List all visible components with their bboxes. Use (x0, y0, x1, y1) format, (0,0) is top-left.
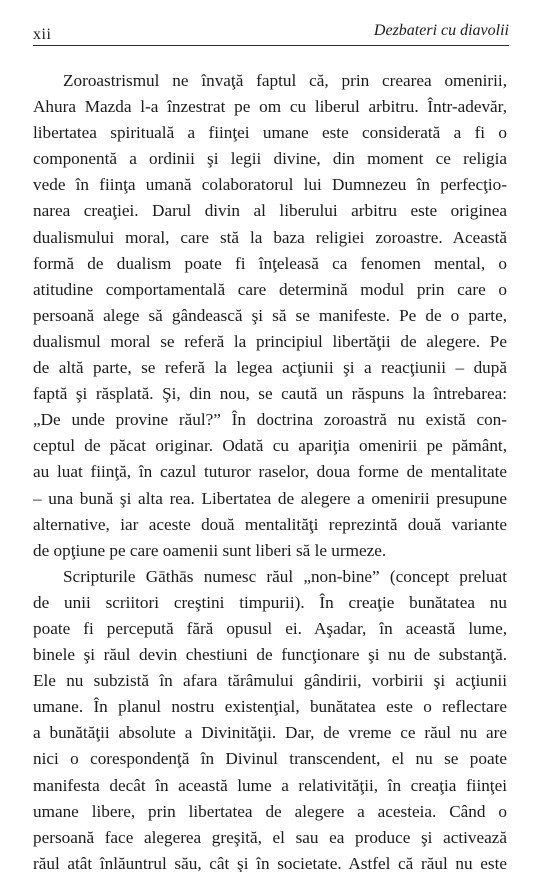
text-line: libertatea spirituală a fiinţei umane este considerată a fi o (33, 123, 507, 143)
page-header (33, 20, 509, 42)
text-line: „De unde provine răul?” În doctrina zoroastră nu există con- (33, 410, 507, 430)
text-line: narea creaţiei. Darul divin al liberului arbitru este originea (33, 201, 507, 221)
text-line: umane. În planul nostru existenţial, bunătatea este o reflectare (33, 697, 507, 717)
text-line: ceptul de păcat originar. Odată cu apariţia omenirii pe pământ, (33, 436, 507, 456)
text-line: faptă şi răsplată. Şi, din nou, se caută un răspuns la întrebarea: (33, 384, 507, 404)
header-rule (33, 45, 509, 46)
text-line: persoană alege să gândească şi să se manifeste. Pe de o parte, (33, 305, 507, 325)
text-line: vede în fiinţa umană colaboratorul lui Dumnezeu în perfecţio- (33, 175, 507, 195)
paragraph (33, 68, 507, 564)
text-line: Ele nu subzistă în afara tărâmului gândirii, vorbirii şi acţiunii (33, 671, 507, 691)
body-text (33, 68, 507, 872)
text-line: Ahura Mazda l-a înzestrat pe om cu liberul arbitru. Într-adevăr, (33, 97, 507, 117)
text-line: Zoroastrismul ne învaţă faptul că, prin crearea omenirii, (63, 71, 507, 90)
text-line: răul atât înlăuntrul său, cât şi în societate. Astfel că răul nu este (33, 853, 507, 872)
paragraph (33, 564, 507, 872)
text-line: persoană face alegerea greşită, el sau ea produce şi activează (33, 827, 507, 847)
text-line: binele şi răul devin chestiuni de funcţionare şi nu de substanţă. (33, 645, 507, 665)
text-line: a bunătăţii absolute a Divinităţii. Dar, de vreme ce răul nu are (33, 723, 507, 743)
text-line: au luat fiinţă, în cazul tuturor raselor, doua forme de mentalitate (33, 462, 507, 482)
text-line: dualismul moral se referă la principiul libertăţii de alegere. Pe (33, 331, 507, 351)
text-line: formă de dualism poate fi înţeleasă ca fenomen mental, o (33, 253, 507, 273)
text-line: de opţiune pe care oamenii sunt liberi să le urmeze. (33, 540, 387, 560)
running-title: Dezbateri cu diavolii (373, 22, 509, 39)
text-line: dualismului moral, care stă la baza religiei zoroastre. Această (33, 227, 507, 247)
text-line: umane libere, prin libertatea de alegere a acesteia. Când o (33, 801, 507, 821)
text-line: atitudine comportamentală care determină modul prin care o (33, 279, 507, 299)
text-line: de altă parte, se referă la legea acţiunii şi a reacţiunii – după (33, 358, 507, 378)
text-line: alternative, iar aceste două mentalităţi reprezintă două variante (33, 514, 507, 534)
text-line: – una bună şi alta rea. Libertatea de alegere a omenirii presupune (33, 488, 507, 508)
page-number: xii (33, 26, 52, 43)
text-line: manifesta decât în această lume a relativităţii, în creaţia fiinţei (33, 775, 507, 795)
text-line: Scripturile Gāthās numesc răul „non-bine” (concept preluat (63, 566, 507, 586)
text-line: poate fi percepută fără opusul ei. Aşadar, în această lume, (33, 618, 507, 638)
text-line: componentă a ordinii şi legii divine, din moment ce religia (33, 149, 507, 169)
text-line: nici o corespondenţă în Divinul transcendent, el nu se poate (33, 749, 507, 769)
text-line: de unii scriitori creştini timpurii). În creaţie bunătatea nu (33, 592, 507, 612)
